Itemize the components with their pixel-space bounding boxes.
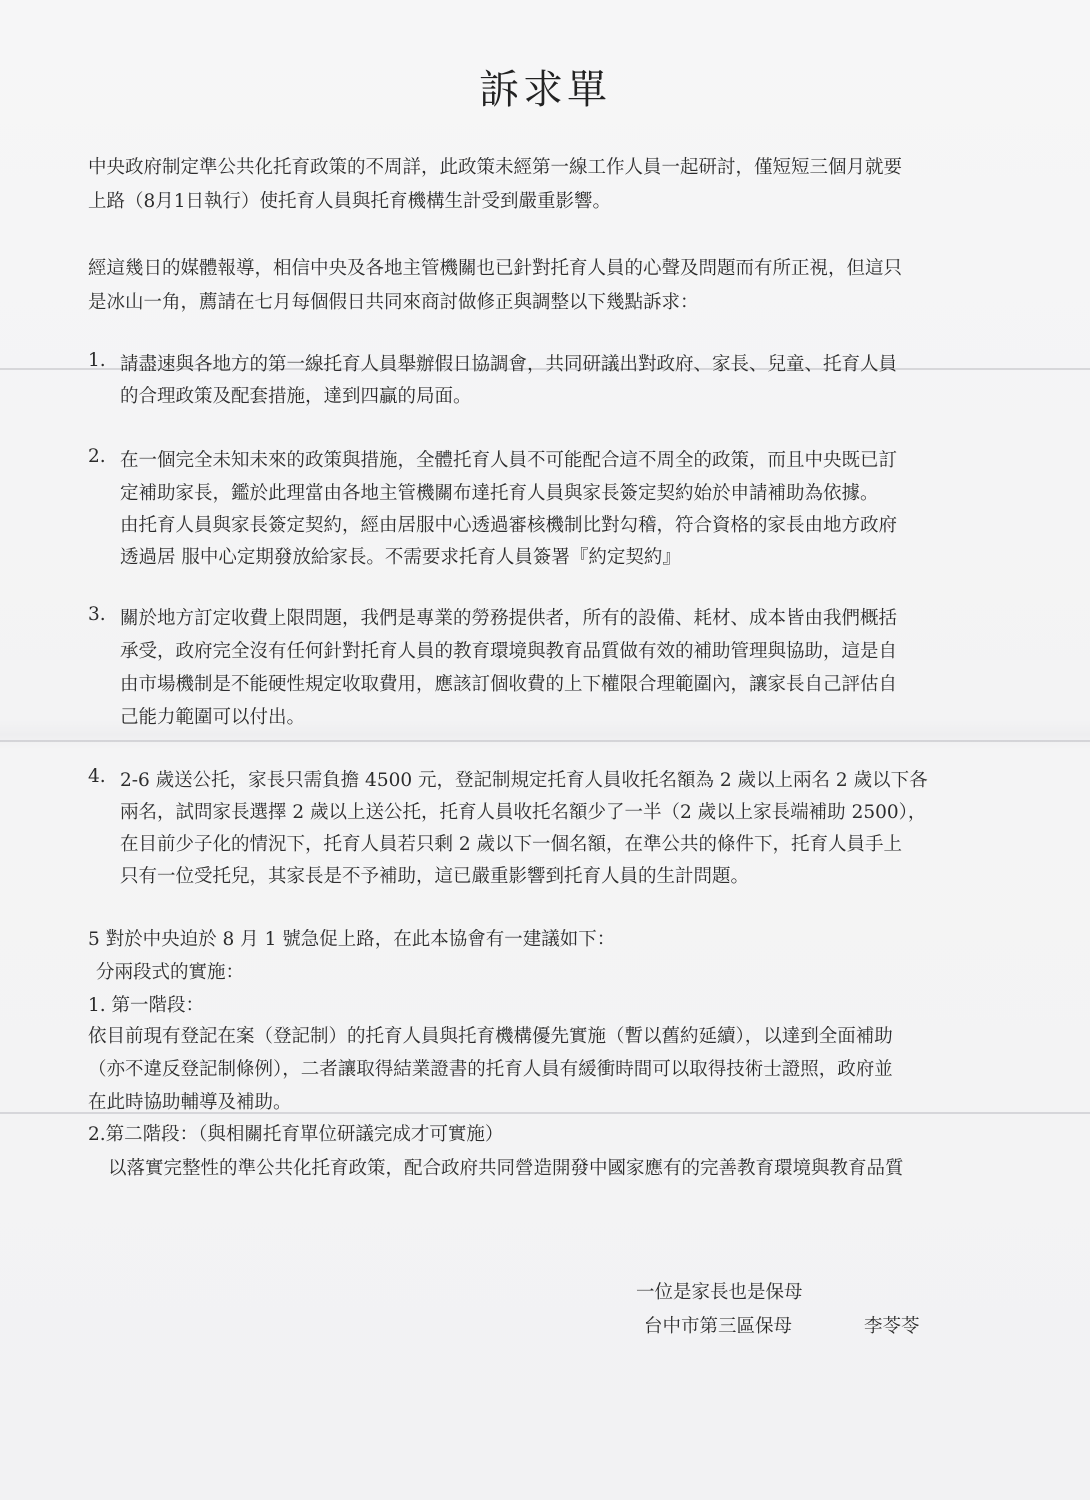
item-2-line: 在一個完全未知未來的政策與措施，全體托育人員不可能配合這不周全的政策，而且中央既已訂 — [120, 450, 898, 471]
item-2-line: 由托育人員與家長簽定契約，經由居服中心透過審核機制比對勾稽，符合資格的家長由地方政府 — [120, 515, 898, 536]
item-4-line: 2-6 歲送公托，家長只需負擔 4500 元，登記制規定托育人員收托名額為 2 歲以上兩名 2 歲以下各 — [120, 770, 928, 791]
fold-line — [0, 740, 1090, 742]
signature-org: 台中市第三區保母 — [644, 1316, 793, 1337]
item-number: 1. — [88, 350, 106, 371]
item-number: 4. — [88, 766, 106, 787]
section5-heading: 5 對於中央迫於 8 月 1 號急促上路，在此本協會有一建議如下： — [88, 929, 616, 950]
intro-p1-line: 上路（8月1日執行）使托育人員與托育機構生計受到嚴重影響。 — [88, 191, 612, 212]
item-3-line: 由市場機制是不能硬性規定收取費用，應該訂個收費的上下權限合理範圍內，讓家長自己評估自 — [120, 674, 898, 695]
section5-sub: 分兩段式的實施： — [96, 962, 245, 983]
document-title: 訴求單 — [479, 67, 611, 113]
stage2-line: 以落實完整性的準公共化托育政策，配合政府共同營造開發中國家應有的完善教育環境與教育品質 — [108, 1158, 904, 1179]
signature-name: 李苓苓 — [864, 1316, 920, 1337]
item-4-line: 在目前少子化的情況下，托育人員若只剩 2 歲以下一個名額，在準公共的條件下，托育人員手上 — [120, 834, 903, 855]
intro-p1-line: 中央政府制定準公共化托育政策的不周詳，此政策未經第一線工作人員一起研討，僅短短三個月就要 — [88, 157, 903, 178]
stage2-label: 2.第二階段：（與相關托育單位研議完成才可實施） — [88, 1124, 504, 1145]
intro-p2-line: 經這幾日的媒體報導，相信中央及各地主管機關也已針對托育人員的心聲及問題而有所正視，但這只 — [88, 258, 903, 279]
item-3-line: 己能力範圍可以付出。 — [120, 707, 306, 728]
item-number: 3. — [88, 604, 106, 625]
item-1-line: 請盡速與各地方的第一線托育人員舉辦假日協調會，共同研議出對政府、家長、兒童、托育人員 — [120, 354, 898, 375]
item-4-line: 兩名，試問家長選擇 2 歲以上送公托，托育人員收托名額少了一半（2 歲以上家長端補助 2500）， — [120, 802, 927, 823]
item-3-line: 承受，政府完全沒有任何針對托育人員的教育環境與教育品質做有效的補助管理與協助，這是自 — [120, 641, 898, 662]
stage1-line: （亦不違反登記制條例），二者讓取得結業證書的托育人員有緩衝時間可以取得技術士證照，政府並 — [88, 1059, 893, 1080]
item-2-line: 定補助家長，鑑於此理當由各地主管機關布達托育人員與家長簽定契約始於申請補助為依據。 — [120, 483, 879, 504]
stage1-line: 依目前現有登記在案（登記制）的托育人員與托育機構優先實施（暫以舊約延續），以達到全面補助 — [88, 1026, 893, 1047]
signature-role: 一位是家長也是保母 — [636, 1282, 803, 1303]
stage1-line: 在此時協助輔導及補助。 — [88, 1092, 292, 1113]
item-number: 2. — [88, 446, 106, 467]
item-4-line: 只有一位受托兒，其家長是不予補助，這已嚴重影響到托育人員的生計問題。 — [120, 866, 750, 887]
item-2-line: 透過居 服中心定期發放給家長。不需要求托育人員簽署『約定契約』 — [120, 547, 681, 568]
item-1-line: 的合理政策及配套措施，達到四贏的局面。 — [120, 386, 472, 407]
intro-p2-line: 是冰山一角，薦請在七月每個假日共同來商討做修正與調整以下幾點訴求： — [88, 292, 699, 313]
stage1-label: 1. 第一階段： — [88, 995, 205, 1016]
item-3-line: 關於地方訂定收費上限問題，我們是專業的勞務提供者，所有的設備、耗材、成本皆由我們概括 — [120, 608, 898, 629]
